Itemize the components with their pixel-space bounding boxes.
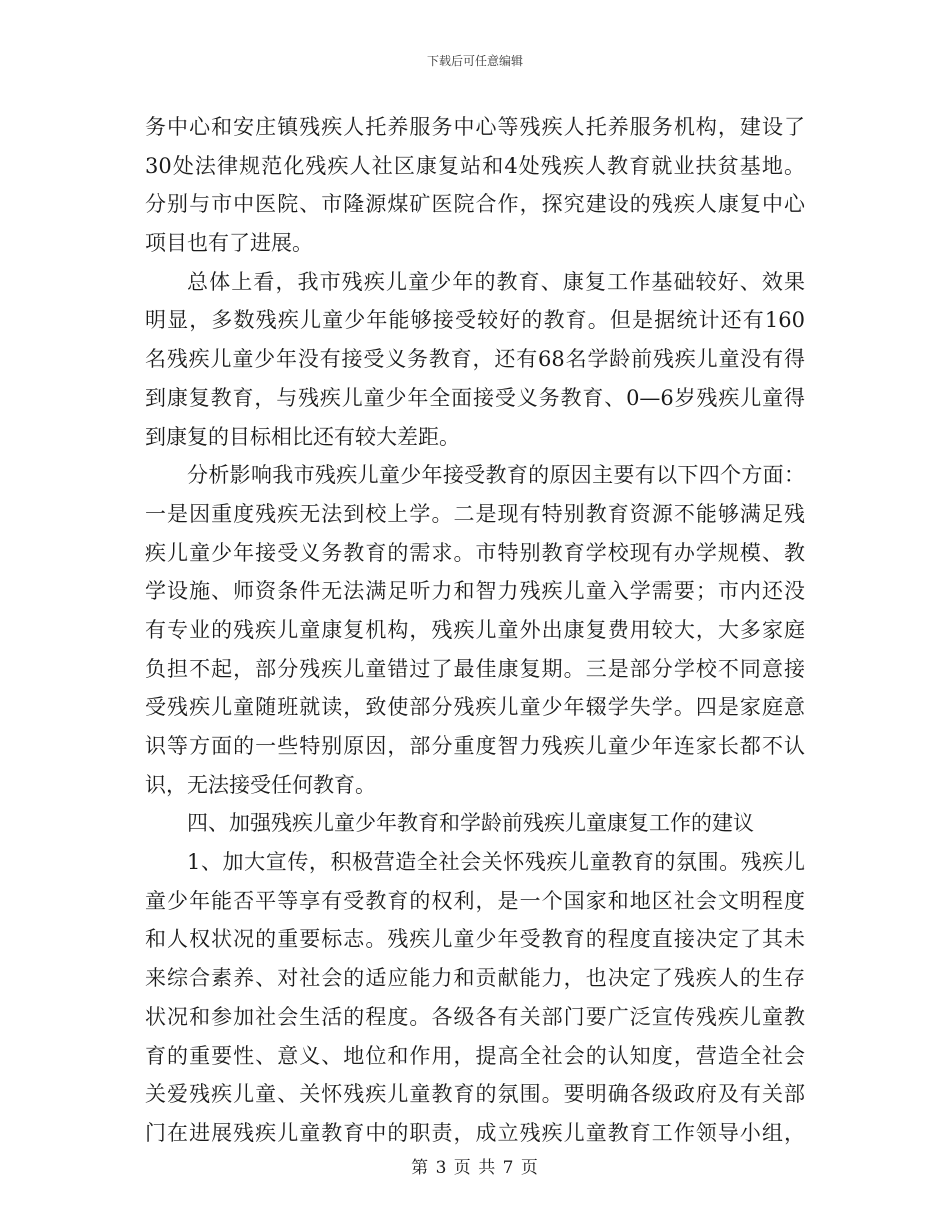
text-line: 四、加强残疾儿童少年教育和学龄前残疾儿童康复工作的建议 xyxy=(187,811,754,836)
text-line: 关爱残疾儿童、关怀残疾儿童教育的氛围。要明确各级政府及有关部 xyxy=(145,1082,805,1107)
text-line: 明显，多数残疾儿童少年能够接受较好的教育。但是据统计还有160 xyxy=(145,308,805,333)
text-line: 名残疾儿童少年没有接受义务教育，还有68名学龄前残疾儿童没有得 xyxy=(145,347,805,372)
text-line: 务中心和安庄镇残疾人托养服务中心等残疾人托养服务机构，建设了 xyxy=(145,115,805,139)
text-line: 识等方面的一些特别原因，部分重度智力残疾儿童少年连家长都不认 xyxy=(145,734,805,758)
text-line: 门在进展残疾儿童教育中的职责，成立残疾儿童教育工作领导小组， xyxy=(145,1120,805,1145)
text-line: 到康复教育，与残疾儿童少年全面接受义务教育、0—6岁残疾儿童得 xyxy=(145,385,805,410)
text-line: 分别与市中医院、市隆源煤矿医院合作，探究建设的残疾人康复中心 xyxy=(145,192,805,217)
text-line: 来综合素养、对社会的适应能力和贡献能力，也决定了残疾人的生存 xyxy=(145,966,805,991)
text-line: 育的重要性、意义、地位和作用，提高全社会的认知度，营造全社会 xyxy=(145,1043,805,1068)
text-line: 童少年能否平等享有受教育的权利，是一个国家和地区社会文明程度 xyxy=(145,888,805,913)
text-line: 学设施、师资条件无法满足听力和智力残疾儿童入学需要；市内还没 xyxy=(145,579,805,604)
text-line: 疾儿童少年接受义务教育的需求。市特别教育学校现有办学规模、教 xyxy=(145,540,805,565)
text-line: 和人权状况的重要标志。残疾儿童少年受教育的程度直接决定了其未 xyxy=(145,927,805,952)
text-line: 负担不起，部分残疾儿童错过了最佳康复期。三是部分学校不同意接 xyxy=(145,656,805,681)
document-body xyxy=(145,108,805,1153)
text-line: 总体上看，我市残疾儿童少年的教育、康复工作基础较好、效果 xyxy=(187,269,805,294)
text-line: 项目也有了进展。 xyxy=(145,231,313,256)
text-line: 有专业的残疾儿童康复机构，残疾儿童外出康复费用较大，大多家庭 xyxy=(145,617,805,642)
text-line: 受残疾儿童随班就读，致使部分残疾儿童少年辍学失学。四是家庭意 xyxy=(145,695,805,720)
page-number: 第 3 页 共 7 页 xyxy=(411,1158,539,1178)
text-line: 一是因重度残疾无法到校上学。二是现有特别教育资源不能够满足残 xyxy=(145,501,805,526)
text-line: 状况和参加社会生活的程度。各级各有关部门要广泛宣传残疾儿童教 xyxy=(145,1004,805,1029)
text-line: 1、加大宣传，积极营造全社会关怀残疾儿童教育的氛围。残疾儿 xyxy=(187,850,805,875)
text-line: 到康复的目标相比还有较大差距。 xyxy=(145,424,460,449)
text-line: 分析影响我市残疾儿童少年接受教育的原因主要有以下四个方面： xyxy=(187,463,805,488)
text-line: 30处法律规范化残疾人社区康复站和4处残疾人教育就业扶贫基地。 xyxy=(145,153,805,178)
page-header: 下载后可任意编辑 xyxy=(426,54,523,68)
text-line: 识，无法接受任何教育。 xyxy=(145,772,376,797)
